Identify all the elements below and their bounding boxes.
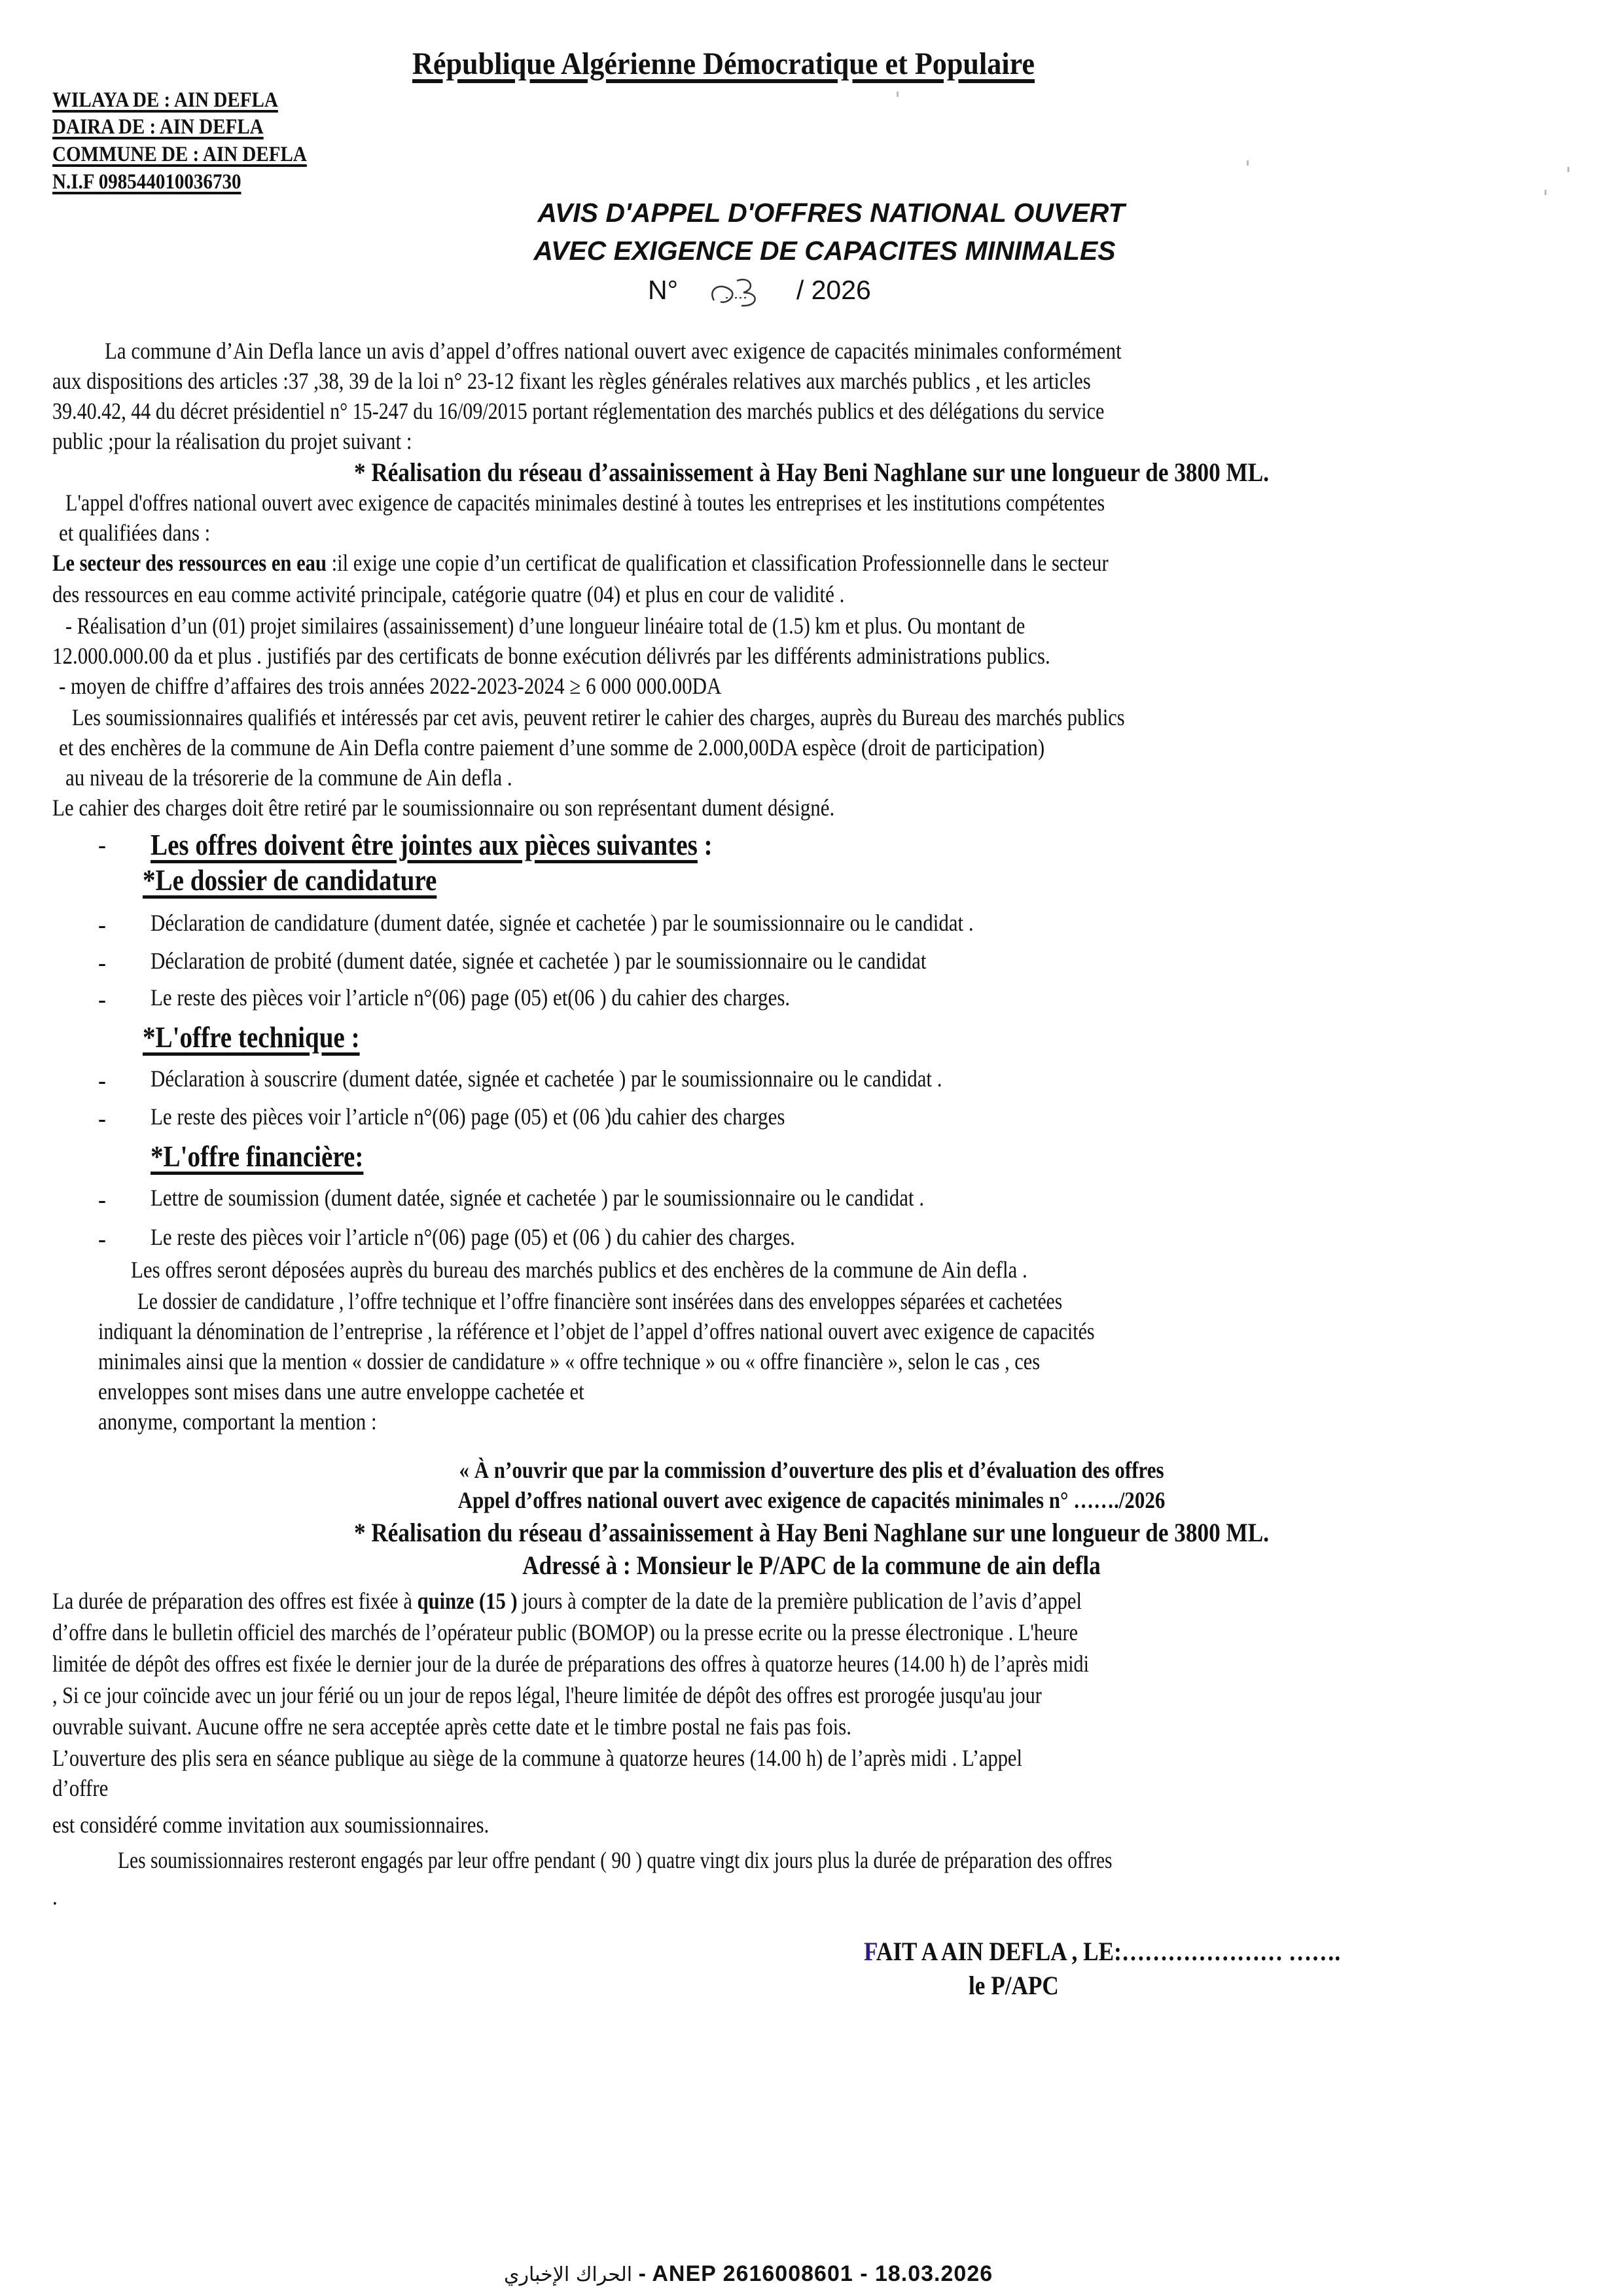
bullet-dash: -	[98, 912, 106, 938]
opening-line: est considéré comme invitation aux soumissionnaires.	[52, 1812, 490, 1838]
bullet-dash: -	[98, 832, 106, 858]
notice-title-line-1: AVIS D'APPEL D'OFFRES NATIONAL OUVERT	[537, 198, 1125, 228]
mention-line-2: Appel d’offres national ouvert avec exigence de capacités minimales n° ……./2026	[457, 1487, 1166, 1513]
sector-label: Le secteur des ressources en eau	[52, 550, 327, 576]
envelope-line: anonyme, comportant la mention :	[98, 1408, 377, 1435]
place-date-line	[864, 1936, 1340, 1967]
wilaya-line: WILAYA DE : AIN DEFLA	[52, 88, 278, 112]
opening-line: d’offre	[52, 1775, 109, 1801]
intro-line: 39.40.42, 44 du décret présidentiel n° 15-247 du 16/09/2015 portant réglementation des marchés publics et des délégations du service	[52, 398, 1105, 424]
deadline-line: d’offre dans le bulletin officiel des marchés de l’opérateur public (BOMOP) ou la presse ecrite ou la presse électronique . L'heure	[52, 1619, 1079, 1645]
daira-line: DAIRA DE : AIN DEFLA	[52, 115, 264, 139]
requirement-turnover: - moyen de chiffre d’affaires des trois années 2022-2023-2024 ≥ 6 000 000.00DA	[59, 673, 722, 699]
mention-line-4: Adressé à : Monsieur le P/APC de la commune de ain defla	[522, 1551, 1101, 1580]
handwritten-number-icon	[701, 276, 773, 308]
number-suffix: / 2026	[796, 275, 871, 305]
retrieval-line: Le cahier des charges doit être retiré par le soumissionnaire ou son représentant dument désigné.	[52, 795, 835, 821]
pieces-heading-text: Les offres doivent être jointes aux pièces suivantes	[151, 828, 698, 861]
section-title-financiere	[151, 1141, 363, 1172]
bullet-dash: -	[98, 950, 106, 976]
section-title-text: *L'offre financière:	[151, 1139, 364, 1173]
piece-item: Le reste des pièces voir l’article n°(06) page (05) et (06 )du cahier des charges	[151, 1103, 785, 1130]
nif-line: N.I.F 098544010036730	[52, 170, 241, 194]
deadline-text: La durée de préparation des offres est fixée à	[52, 1588, 418, 1614]
eligibility-line: et qualifiées dans :	[59, 520, 211, 546]
piece-item: Lettre de soumission (dument datée, signée et cachetée ) par le soumissionnaire ou le candidat .	[151, 1185, 925, 1211]
signatory: le P/APC	[969, 1971, 1059, 2000]
intro-line: La commune d’Ain Defla lance un avis d’appel d’offres national ouvert avec exigence de capacités minimales conformément	[105, 338, 1122, 364]
intro-line: aux dispositions des articles :37 ,38, 39 de la loi n° 23-12 fixant les règles générales relatives aux marchés publics , et les articles	[52, 368, 1091, 394]
mention-line-1: « À n’ouvrir que par la commission d’ouverture des plis et d’évaluation des offres	[459, 1457, 1164, 1483]
envelope-line: Le dossier de candidature , l’offre technique et l’offre financière sont insérées dans des enveloppes séparées et cachetées	[137, 1288, 1063, 1314]
publication-footer	[504, 2261, 993, 2287]
deadline-line: , Si ce jour coïncide avec un jour férié ou un jour de repos légal, l'heure limitée de dépôt des offres est prorogée jusqu'au jour	[52, 1682, 1042, 1708]
envelope-line: minimales ainsi que la mention « dossier de candidature » « offre technique » ou « offre financière », selon le cas , ces	[98, 1348, 1041, 1374]
pieces-heading-colon: :	[697, 828, 713, 861]
mention-line-3: * Réalisation du réseau d’assainissement à Hay Beni Naghlane sur une longueur de 3800 ML.	[353, 1518, 1270, 1547]
scan-speck	[897, 92, 899, 97]
retrieval-line: et des enchères de la commune de Ain Defla contre paiement d’une somme de 2.000,00DA espèce (droit de participation)	[59, 734, 1045, 761]
deadline-days: quinze (15 )	[417, 1588, 518, 1614]
retrieval-line: Les soumissionnaires qualifiés et intéressés par cet avis, peuvent retirer le cahier des charges, auprès du Bureau des marchés publics	[72, 704, 1125, 730]
intro-line: public ;pour la réalisation du projet suivant :	[52, 428, 412, 454]
piece-item: Déclaration à souscrire (dument datée, signée et cachetée ) par le soumissionnaire ou le candidat .	[151, 1066, 942, 1092]
commune-line: COMMUNE DE : AIN DEFLA	[52, 143, 307, 166]
sector-requirement	[52, 551, 1109, 575]
section-title-text: *Le dossier de candidature	[143, 863, 437, 897]
bullet-dash: -	[98, 1187, 106, 1213]
number-prefix: N°	[648, 275, 679, 305]
piece-item: Le reste des pièces voir l’article n°(06) page (05) et (06 ) du cahier des charges.	[151, 1224, 795, 1250]
piece-item: Le reste des pièces voir l’article n°(06) page (05) et(06 ) du cahier des charges.	[151, 984, 791, 1011]
stray-mark: .	[52, 1884, 58, 1910]
envelope-line: indiquant la dénomination de l’entreprise , la référence et l’objet de l’appel d’offres national ouvert avec exigence de capacités	[98, 1318, 1095, 1344]
scan-speck	[1544, 190, 1546, 195]
notice-title-line-2: AVEC EXIGENCE DE CAPACITES MINIMALES	[533, 236, 1116, 266]
deadline-line	[52, 1589, 1082, 1613]
place-date-initial: F	[864, 1937, 876, 1966]
eligibility-line: L'appel d'offres national ouvert avec exigence de capacités minimales destiné à toutes les entreprises et les institutions compétentes	[65, 490, 1105, 516]
section-title-candidature	[143, 865, 437, 895]
opening-line: L’ouverture des plis sera en séance publique au siège de la commune à quatorze heures (14.00 h) de l’après midi . L’appel	[52, 1745, 1022, 1771]
bullet-dash: -	[98, 1226, 106, 1252]
retrieval-line: au niveau de la trésorerie de la commune de Ain defla .	[65, 764, 512, 791]
envelope-line: enveloppes sont mises dans une autre enveloppe cachetée et	[98, 1378, 584, 1405]
validity-line: Les soumissionnaires resteront engagés par leur offre pendant ( 90 ) quatre vingt dix jours plus la durée de préparation des offres	[118, 1847, 1113, 1873]
bullet-dash: -	[98, 1067, 106, 1094]
footer-separator: -	[632, 2261, 652, 2286]
deadline-line: limitée de dépôt des offres est fixée le dernier jour de la durée de préparations des offres à quatorze heures (14.00 h) de l’après midi	[52, 1651, 1089, 1677]
bullet-dash: -	[98, 1105, 106, 1132]
requirement-project: - Réalisation d’un (01) projet similaires (assainissement) d’une longueur linéaire total de (1.5) km et plus. Ou montant de	[65, 613, 1026, 639]
section-title-technique	[143, 1022, 360, 1052]
requirement-project-line-2: 12.000.000.00 da et plus . justifiés par des certificats de bonne exécution délivrés par les différents administrations publics.	[52, 643, 1050, 669]
piece-item: Déclaration de candidature (dument datée, signée et cachetée ) par le soumissionnaire ou le candidat .	[151, 910, 974, 936]
deadline-text: jours à compter de la date de la première publication de l’avis d’appel	[517, 1588, 1082, 1614]
anep-reference: ANEP 2616008601 - 18.03.2026	[652, 2261, 993, 2286]
project-title: * Réalisation du réseau d’assainissement à Hay Beni Naghlane sur une longueur de 3800 ML.	[353, 457, 1270, 487]
bullet-dash: -	[98, 986, 106, 1013]
notice-number	[648, 275, 871, 308]
scan-speck	[1247, 160, 1249, 166]
section-title-text: *L'offre technique :	[143, 1020, 360, 1054]
republic-heading: République Algérienne Démocratique et Populaire	[412, 46, 1035, 81]
newspaper-name: الحراك الإخباري	[504, 2263, 633, 2286]
place-date-text: AIT A AIN DEFLA , LE:………………… …….	[876, 1937, 1341, 1966]
sector-line-2: des ressources en eau comme activité principale, catégorie quatre (04) et plus en cour de validité .	[52, 581, 845, 607]
piece-item: Déclaration de probité (dument datée, signée et cachetée ) par le soumissionnaire ou le candidat	[151, 948, 927, 974]
scan-speck	[1567, 167, 1569, 172]
deadline-line: ouvrable suivant. Aucune offre ne sera acceptée après cette date et le timbre postal ne fais pas fois.	[52, 1713, 851, 1740]
pieces-heading	[151, 830, 713, 860]
sector-text: :il exige une copie d’un certificat de qualification et classification Professionnelle dans le secteur	[326, 550, 1109, 576]
deposit-line: Les offres seront déposées auprès du bureau des marchés publics et des enchères de la commune de Ain defla .	[131, 1257, 1027, 1283]
